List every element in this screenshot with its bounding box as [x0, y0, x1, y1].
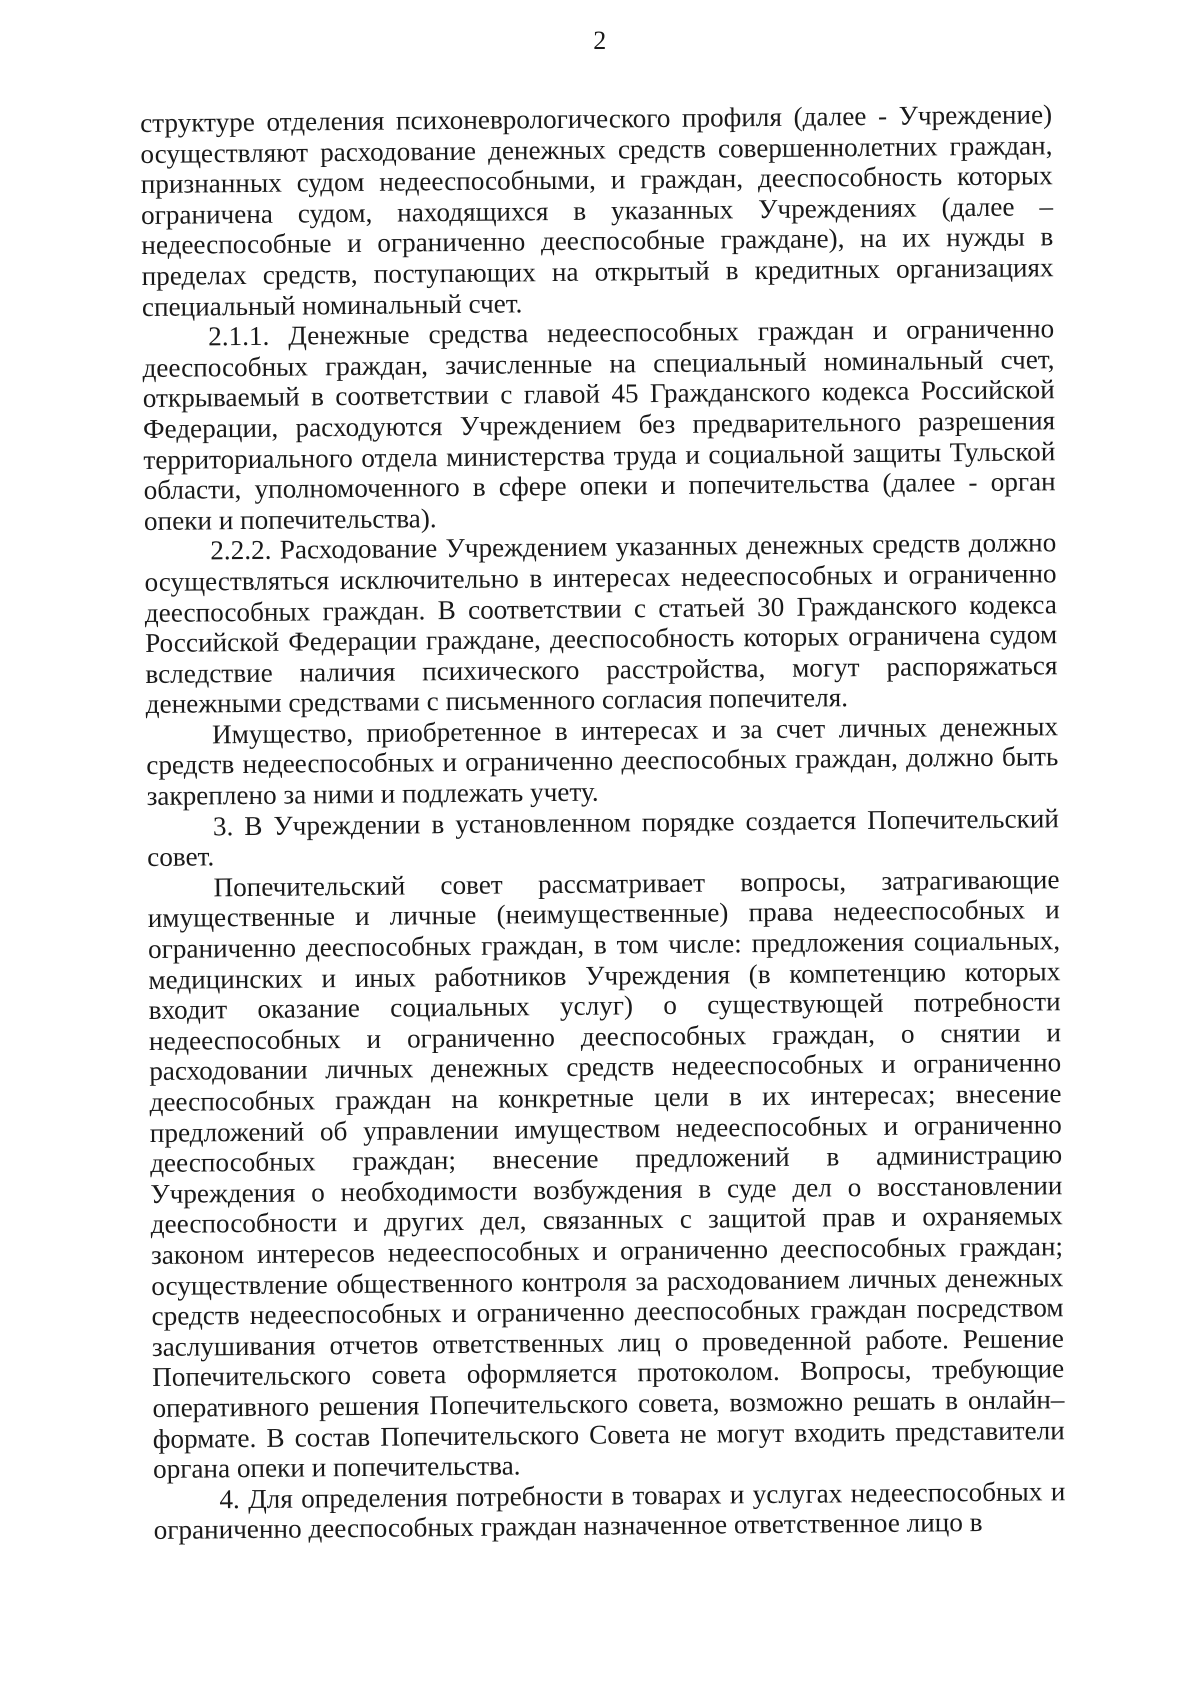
paragraph-3: 3. В Учреждении в установленном порядке создается Попечительский совет.: [147, 802, 1060, 873]
paragraph-2-1-1: 2.1.1. Денежные средства недееспособных граждан и ограниченно дееспособных граждан, зачисленные на специальный номинальный счет, открываемый в соответствии с главой 45 Гражданского кодекса Российской Федерации, расходуются Учреждением без предварительного разрешения территориального отдела министерства труда и социальной защиты Тульской области, уполномоченного в сфере опеки и попечительства (далее - орган опеки и попечительства).: [142, 313, 1056, 536]
paragraph-continuation: структуре отделения психоневрологического профиля (далее - Учреждение) осуществляют расходование денежных средств совершеннолетних граждан, признанных судом недееспособными, и граждан, дееспособность которых ограничена судом, находящихся в указанных Учреждениях (далее – недееспособные и ограниченно дееспособные граждане), на их нужды в пределах средств, поступающих на открытый в кредитных организациях специальный номинальный счет.: [140, 99, 1054, 322]
document-body: [140, 99, 1066, 1546]
paragraph-4: 4. Для определения потребности в товарах и услугах недееспособных и ограниченно дееспособных граждан назначенное ответственное лицо в: [153, 1475, 1066, 1546]
paragraph-trustee-council: Попечительский совет рассматривает вопросы, затрагивающие имущественные и личные (неимущественные) права недееспособных и ограниченно дееспособных граждан, в том числе: предложения социальных, медицинских и иных работников Учреждения (в компетенцию которых входит оказание социальных услуг) о существующей потребности недееспособных и ограниченно дееспособных граждан, о снятии и расходовании личных денежных средств недееспособных и ограниченно дееспособных граждан на конкретные цели в их интересах; внесение предложений об управлении имуществом недееспособных и ограниченно дееспособных граждан; внесение предложений в администрацию Учреждения о необходимости возбуждения в суде дел о восстановлении дееспособности и других дел, связанных с защитой прав и охраняемых законом интересов недееспособных и ограниченно дееспособных граждан; осуществление общественного контроля за расходованием личных денежных средств недееспособных и ограниченно дееспособных граждан посредством заслушивания отчетов ответственных лиц о проведенной работе. Решение Попечительского совета оформляется протоколом. Вопросы, требующие оперативного решения Попечительского совета, возможно решать в онлайн–формате. В состав Попечительского Совета не могут входить представители органа опеки и попечительства.: [147, 864, 1065, 1485]
page-number: 2: [593, 26, 607, 55]
paragraph-2-2-2: 2.2.2. Расходование Учреждением указанных денежных средств должно осуществляться исключительно в интересах недееспособных и ограниченно дееспособных граждан. В соответствии с статьей 30 Гражданского кодекса Российской Федерации граждане, дееспособность которых ограничена судом вследствие наличия психического расстройства, могут распоряжаться денежными средствами с письменного согласия попечителя.: [144, 527, 1058, 720]
paragraph-property: Имущество, приобретенное в интересах и за счет личных денежных средств недееспособных и ограниченно дееспособных граждан, должно быть закреплено за ними и подлежать учету.: [146, 711, 1059, 812]
